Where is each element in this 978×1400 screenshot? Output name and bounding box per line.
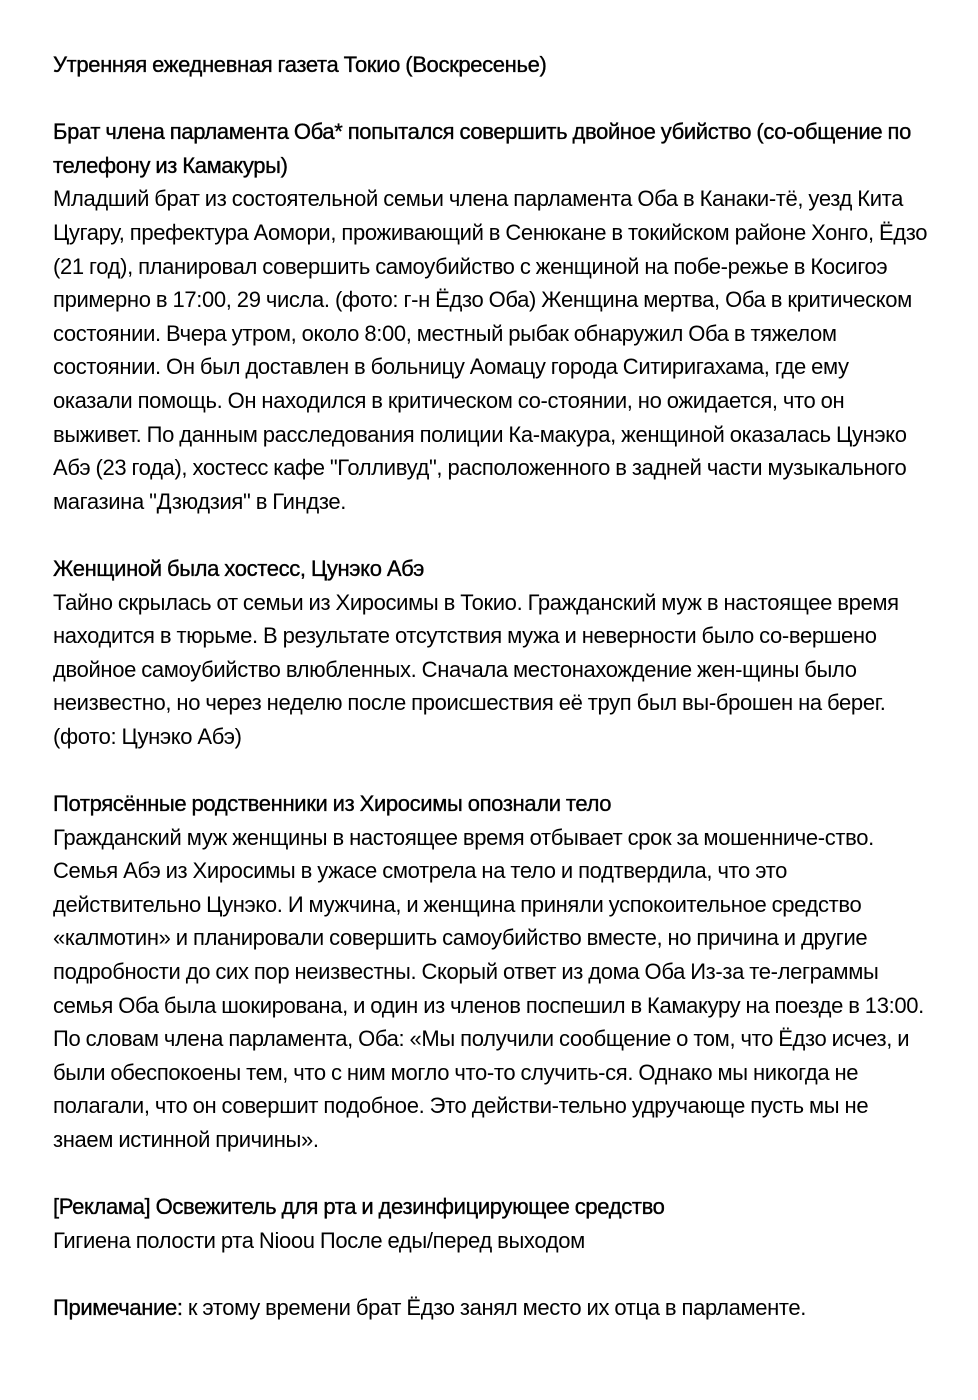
article-body: Младший брат из состоятельной семьи члена парламента Оба в Канаки-тё, уезд Кита Цугару, префектура Аомори, проживающий в Сенюкане в токийском районе Хонго, Ёдзо (21 год), планировал совершить самоубийство с женщиной на побе-режье в Косигоэ примерно в 17:00, 29 числа. (фото: г-н Ёдзо Оба) Женщина мертва, Оба в критическом состоянии. Вчера утром, около 8:00, местный рыбак обнаружил Оба в тяжелом состоянии. Он был доставлен в больницу Аомацу города Ситиригахама, где ему оказали помощь. Он находился в критическом со-стоянии, но ожидается, что он выживет. По данным расследования полиции Ка-макура, женщиной оказалась Цунэко Абэ (23 года), хостесс кафе "Голливуд", расположенного в задней части музыкального магазина "Дзюдзия" в Гиндзе. [53, 186, 928, 514]
masthead-title: Утренняя ежедневная газета Токио (Воскресенье) [53, 52, 547, 77]
article-heading: Потрясённые родственники из Хиросимы опознали тело [53, 791, 612, 817]
article-heading: Брат члена парламента Оба* попытался совершить двойное убийство (со-общение по телефону из Камакуры) [53, 119, 911, 178]
article-heading: Женщиной была хостесс, Цунэко Абэ [53, 555, 425, 581]
advertisement-body: Гигиена полости рта Nioou После еды/перед выходом [53, 1227, 585, 1253]
article-hostess [53, 552, 932, 754]
article-body: Тайно скрылась от семьи из Хиросимы в Токио. Гражданский муж в настоящее время находится в тюрьме. В результате отсутствия мужа и неверности было со-вершено двойное самоубийство влюбленных. Сначала местонахождение жен-щины было неизвестно, но через неделю после происшествия её труп был вы-брошен на берег. (фото: Цунэко Абэ) [53, 589, 899, 749]
article-body: Гражданский муж женщины в настоящее время отбывает срок за мошенниче-ство. Семья Абэ из Хиросимы в ужасе смотрела на тело и подтвердила, что это действительно Цунэко. И мужчина, и женщина приняли успокоительное средство «калмотин» и планировали совершить самоубийство вместе, но причина и другие подробности до сих пор неизвестны. Скорый ответ из дома Оба Из-за те-леграммы семья Оба была шокирована, и один из членов поспешил в Камакуру на поезде в 13:00. По словам члена парламента, Оба: «Мы получили сообщение о том, что Ёдзо исчез, и были обеспокоены тем, что с ним могло что-то случить-ся. Однако мы никогда не полагали, что он совершит подобное. Это действи-тельно удручающе пусть мы не знаем истинной причины». [53, 824, 924, 1152]
article-relatives [53, 787, 932, 1157]
footnote-text: к этому времени брат Ёдзо занял место их отца в парламенте. [182, 1294, 807, 1320]
advertisement-heading: [Реклама] Освежитель для рта и дезинфицирующее средство [53, 1194, 665, 1220]
footnote [53, 1291, 932, 1325]
article-double-suicide [53, 115, 932, 518]
article-advertisement [53, 1190, 932, 1257]
footnote-label: Примечание: [53, 1294, 183, 1320]
